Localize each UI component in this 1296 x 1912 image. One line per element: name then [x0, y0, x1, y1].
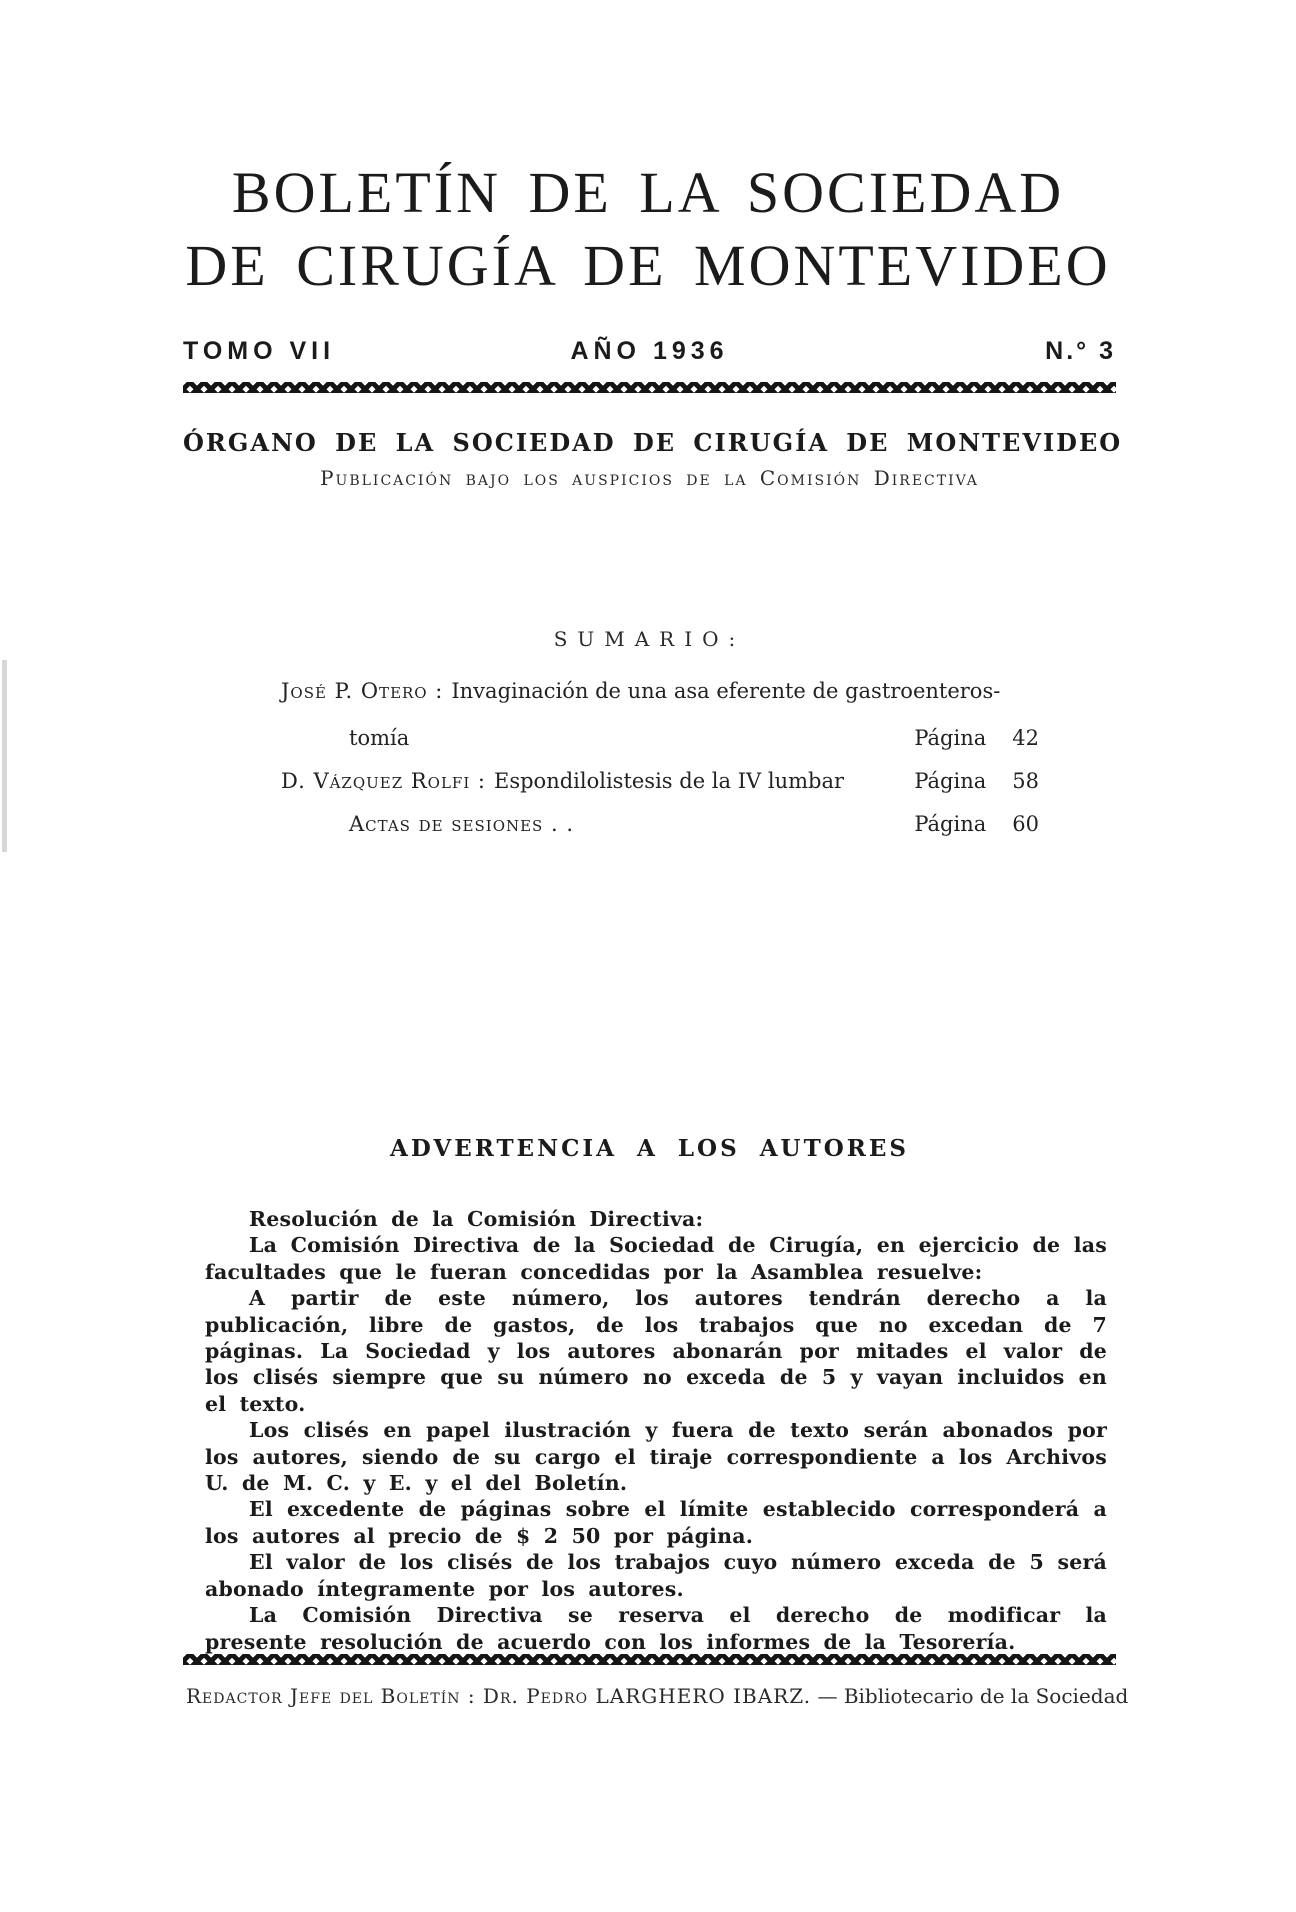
table-of-contents	[281, 679, 1039, 836]
toc-page-ref	[914, 769, 1039, 793]
issue-info-row	[183, 337, 1116, 366]
decorative-wavy-rule-top	[183, 382, 1116, 393]
numero-label: N.° 3	[1045, 337, 1116, 365]
advertencia-body	[205, 1206, 1107, 1655]
organ-line: ÓRGANO DE LA SOCIEDAD DE CIRUGÍA DE MONTEVIDEO	[183, 428, 1123, 457]
advertencia-paragraph: El valor de los clisés de los trabajos cuyo número exceda de 5 será abonado íntegramente por los autores.	[205, 1550, 1107, 1601]
footer-redactor: Redactor Jefe del Boletín : Dr. Pedro LARGHERO IBARZ.	[186, 1684, 812, 1708]
anio-label: AÑO 1936	[570, 337, 729, 365]
page-label: Página	[914, 769, 987, 793]
journal-title-line2: DE CIRUGÍA DE MONTEVIDEO	[185, 233, 1111, 298]
toc-author: José P. Otero :	[281, 679, 444, 703]
toc-entry-1-line2	[281, 726, 1039, 750]
advertencia-paragraph: Resolución de la Comisión Directiva:	[249, 1207, 704, 1231]
toc-page-ref	[914, 812, 1039, 836]
toc-author: Actas de sesiones . .	[349, 812, 575, 836]
journal-title-line1: BOLETÍN DE LA SOCIEDAD	[231, 160, 1065, 225]
toc-entry-1-line1	[281, 679, 1039, 703]
footer-line	[186, 1684, 1130, 1708]
toc-author: D. Vázquez Rolfi :	[281, 769, 486, 793]
page-number: 58	[1012, 769, 1039, 793]
footer-bibliotecario: — Bibliotecario de la Sociedad	[817, 1684, 1129, 1708]
advertencia-paragraph: La Comisión Directiva de la Sociedad de Cirugía, en ejercicio de las facultades que le fueran concedidas por la Asamblea resuelve:	[205, 1233, 1107, 1284]
advertencia-paragraph: La Comisión Directiva se reserva el derecho de modificar la presente resolución de acuerdo con los informes de la Tesorería.	[205, 1603, 1107, 1654]
tomo-label: TOMO VII	[183, 337, 336, 365]
journal-title	[90, 156, 1206, 302]
toc-entry-3	[281, 812, 1039, 836]
scan-artifact-line	[2, 660, 7, 852]
advertencia-paragraph: El excedente de páginas sobre el límite establecido corresponderá a los autores al precio de $ 2 50 por página.	[205, 1497, 1107, 1548]
page-label: Página	[914, 812, 987, 836]
toc-title-continuation: tomía	[349, 726, 410, 750]
advertencia-paragraph: Los clisés en papel ilustración y fuera de texto serán abonados por los autores, siendo de su cargo el tiraje correspondiente a los Archivos U. de M. C. y E. y el del Boletín.	[205, 1418, 1107, 1496]
page-number: 60	[1012, 812, 1039, 836]
toc-entry-2	[281, 769, 1039, 793]
toc-title: Espondilolistesis de la IV lumbar	[494, 769, 845, 793]
toc-page-ref	[914, 726, 1039, 750]
advertencia-paragraph: A partir de este número, los autores tendrán derecho a la publicación, libre de gastos, de los trabajos que no excedan de 7 páginas. La Sociedad y los autores abonarán por mitades el valor de los clisés siempre que su número no exceda de 5 y vayan incluidos en el texto.	[205, 1286, 1107, 1416]
toc-title: Invaginación de una asa eferente de gastroenteros-	[451, 679, 1001, 703]
page-label: Página	[914, 726, 987, 750]
toc-entry-text	[281, 769, 844, 793]
page-number: 42	[1012, 726, 1039, 750]
sumario-heading: SUMARIO:	[553, 627, 746, 651]
decorative-wavy-rule-bottom	[183, 1654, 1116, 1665]
advertencia-heading: ADVERTENCIA A LOS AUTORES	[389, 1135, 910, 1162]
publication-line: Publicación bajo los auspicios de la Comisión Directiva	[320, 466, 979, 490]
